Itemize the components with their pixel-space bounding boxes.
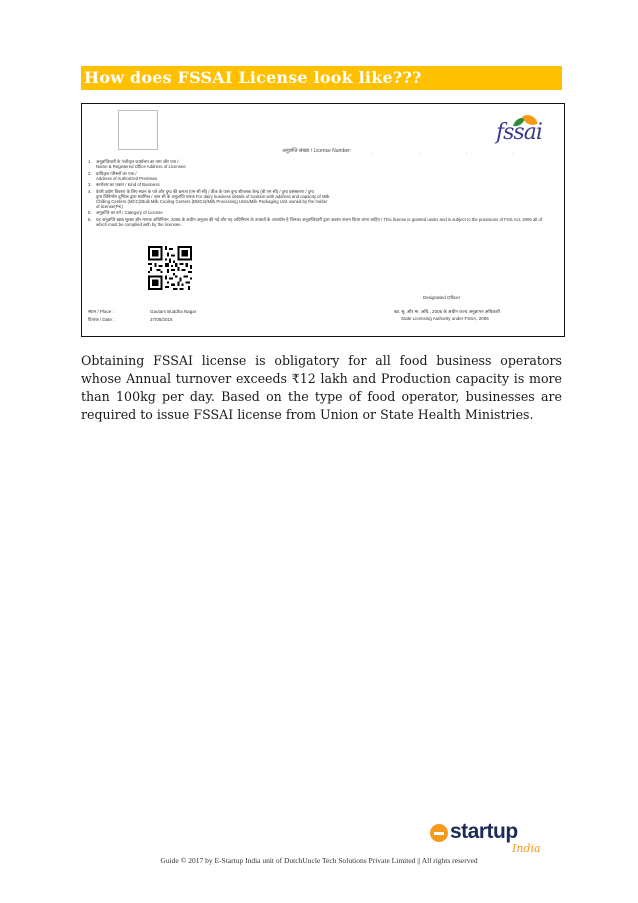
license-item-2: 2. प्राधिकृत परिसरों का पता / Address of Authorized Premises	[88, 170, 158, 181]
designated-officer-label: Designated Officer	[423, 295, 461, 300]
licensing-authority-hindi: खा. सु. और मा. अधि., 2006 के अधीन राज्य अनुज्ञापन अधिकारी	[394, 309, 500, 314]
brand-e-icon	[430, 824, 448, 842]
license-item-4: 4. डेयरी उद्योग विवरण के लिए स्थान के पते और दुग्ध की क्षमता (एम सी सी) / ठीक के पास दुग्ध शीतलक केन्द्र (बी एम सी) / दुग्ध प्रसंस्करण / दुग्ध दुग्ध विनिर्माण दुग्धिक द्वारा स्वामित्व / आन सी के अनुज्ञप्ति धारक For dairy business details of location with address and capacity of Milk Chilling Centers (MCC)/Bulk Milk Cooling Centers (BMCs)/Milk Processing Units/Milk Packaging Unit owned by the holder of license(PK)	[88, 188, 330, 209]
place-value: Gautam Buddha Nagar	[150, 309, 197, 314]
license-item-1: 1. अनुज्ञप्तिधारी के पंजीकृत कार्यालय का नाम और पता / Name & Registered Office Address of Licensee	[88, 159, 186, 169]
date-label: दिनांक / Date :	[88, 317, 115, 322]
license-number-label: अनुज्ञप्ति संख्या / License Number:	[282, 148, 352, 154]
license-item-6: 6. यह अनुज्ञप्ति खाद्य सुरक्षा और मानक अधिनियम, 2006 के अधीन अनुदत्त की गई और यह अधिनियम के उपबंधों के अध्यधीन है जिनका अनुज्ञप्तिधारी द्वारा अवश्य पालन किया जाना चाहिए / This license is granted under and is subject to the provisions of FSS Act, 2006 all of which must be complied with by the licensee.	[88, 216, 543, 227]
date-row	[88, 317, 173, 323]
date-value: 27/05/2016	[150, 317, 173, 322]
estartup-india-logo	[430, 820, 550, 860]
brand-sub: India	[512, 842, 541, 855]
section-heading: How does FSSAI License look like???	[81, 66, 562, 90]
place-label: स्थान / Place :	[88, 309, 114, 314]
photo-placeholder	[118, 110, 158, 150]
logo-text: fssai	[496, 120, 542, 145]
page-footer: Guide © 2017 by E-Startup India unit of DutchUncle Tech Solutions Private Limited || All rights reserved	[160, 856, 478, 865]
license-items-list	[88, 159, 558, 227]
license-number-value: . . . .	[372, 150, 536, 156]
license-item-3: 3. कारोबार का प्रकार / Kind of Business	[88, 182, 160, 187]
fssai-license-certificate	[81, 103, 565, 337]
body-paragraph: Obtaining FSSAI license is obligatory for all food business operators whose Annual turnover exceeds ₹12 lakh and Production capacity is more than 100kg per day. Based on the type of food operator, businesses are required to issue FSSAI license from Union or State Health Ministries.	[81, 353, 562, 422]
licensing-authority-english: State Licensing Authority under FSSA, 2006	[401, 316, 489, 321]
qr-code	[148, 245, 192, 291]
fssai-logo	[494, 114, 546, 144]
brand-name: startup	[450, 820, 518, 843]
license-item-5: 5. अनुज्ञप्ति का वर्ग / Category of License	[88, 210, 163, 215]
place-row	[88, 309, 197, 315]
